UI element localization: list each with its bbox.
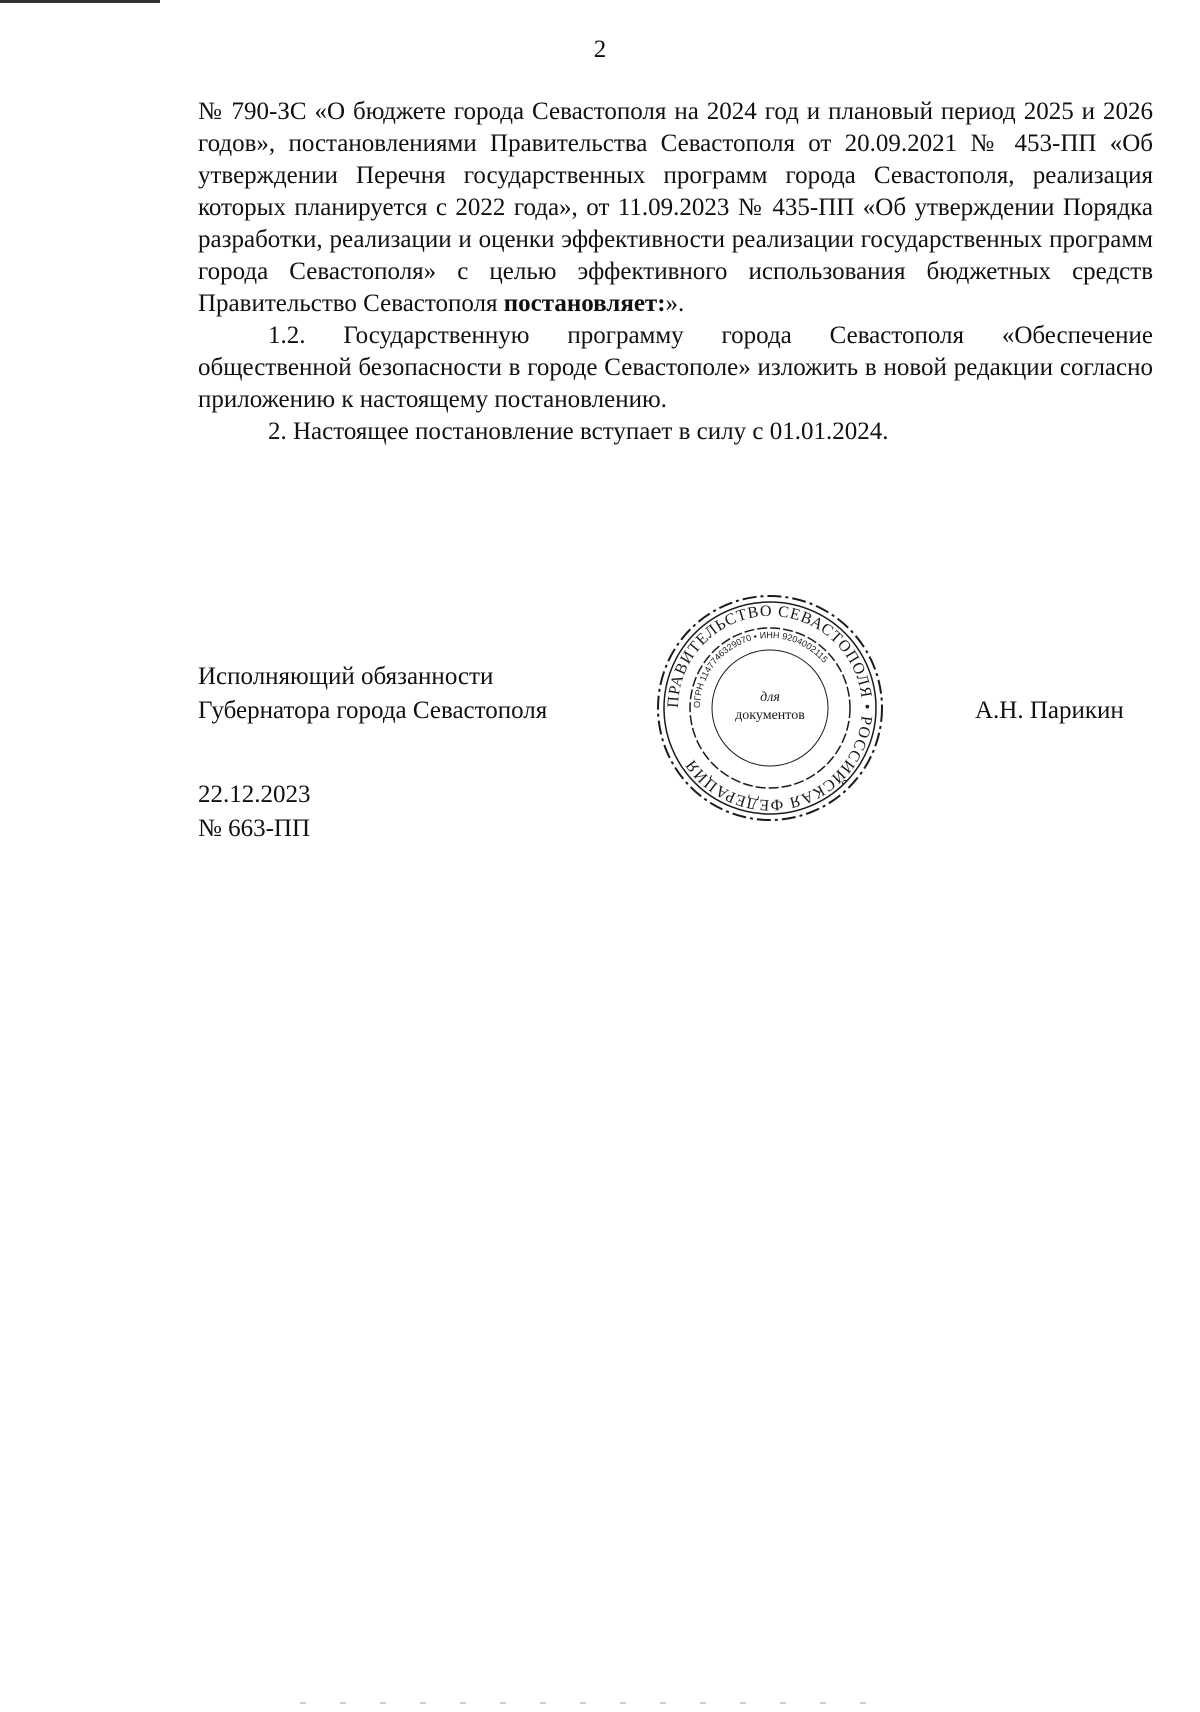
document-date-number (198, 778, 311, 846)
paragraph-legal-basis-text: № 790-ЗС «О бюджете города Севастополя на 2024 год и плановый период 2025 и 2026 годов», постановлениями Правительства Севастополя от 20.09.2021 № 453-ПП «Об утверждении Перечня государственных программ города Севастополя, реализация которых планируется с 2022 года», от 11.09.2023 № 435-ПП «Об утверждении Порядка разработки, реализации и оценки эффективности реализации государственных программ города Севастополя» с целью эффективного использования бюджетных средств Правительство Севастополя (198, 98, 1153, 317)
signatory-name: А.Н. Парикин (975, 697, 1124, 724)
page-number: 2 (593, 36, 607, 63)
document-number: № 663-ПП (198, 815, 311, 842)
seal-center-line-1: для (760, 690, 780, 705)
document-body (198, 96, 1153, 448)
paragraph-legal-basis (198, 96, 1153, 320)
document-date: 22.12.2023 (198, 781, 311, 808)
seal-center-line-2: документов (735, 708, 805, 723)
seal-outer-text: ПРАВИТЕЛЬСТВО СЕВАСТОПОЛЯ • РОССИЙСКАЯ ФЕДЕРАЦИЯ (664, 602, 876, 814)
paragraph-legal-basis-end: ». (665, 290, 685, 317)
scan-bottom-noise (300, 1702, 900, 1704)
paragraph-effective-date: 2. Настоящее постановление вступает в силу с 01.01.2024. (268, 418, 889, 445)
signatory-title (198, 660, 547, 728)
signatory-title-line-2: Губернатора города Севастополя (198, 697, 548, 724)
scan-edge-mark (0, 0, 160, 3)
paragraph-program-amendment: 1.2. Государственную программу города Севастополя «Обеспечение общественной безопасности в городе Севастополе» изложить в новой редакции согласно приложению к настоящему постановлению. (198, 322, 1153, 413)
resolves-keyword: постановляет: (503, 290, 666, 317)
seal-inner-text: ОГРН 1147746329070 • ИНН 9204002115 (691, 629, 830, 709)
official-seal (650, 588, 890, 828)
signatory-title-line-1: Исполняющий обязанности (198, 663, 494, 690)
